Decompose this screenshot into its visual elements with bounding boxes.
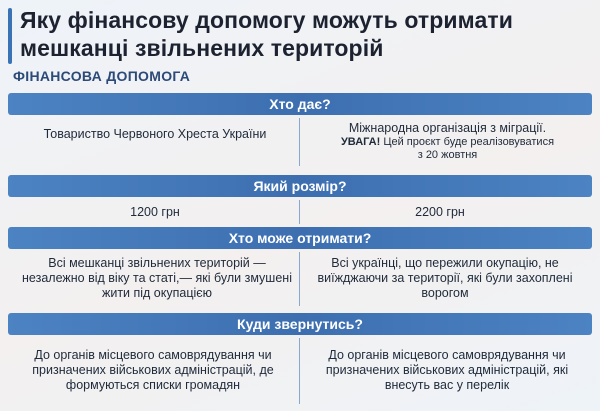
where-to-apply-left: До органів місцевого самоврядування чи призначених військових адміністрацій, де формуються списки громадян	[32, 348, 274, 392]
section-heading-where-to-apply: Куди звернутись?	[8, 313, 592, 335]
section-heading-who-gives: Хто дає?	[8, 93, 592, 115]
eligibility-left: Всі мешканці звільнених територій — незалежно від віку та статі,— які були змушені жити під окупацією	[22, 256, 292, 300]
page-title: Яку фінансову допомогу можуть отримати мешканці звільнених територій	[20, 7, 513, 61]
attention-date: з 20 жовтня	[417, 149, 478, 161]
who-gives-right-note	[305, 136, 590, 149]
eligibility-right: Всі українці, що пережили окупацію, не виїжджаючи за території, які були захоплені ворогом	[317, 256, 573, 300]
amount-left: 1200 грн	[130, 205, 180, 219]
column-divider	[299, 252, 300, 306]
where-to-apply-right: До органів місцевого самоврядування чи призначених військових адміністрацій, які внесуть вас у перелік	[325, 348, 569, 392]
column-divider	[299, 200, 300, 224]
page-subtitle: ФІНАНСОВА ДОПОМОГА	[13, 68, 191, 84]
who-gives-right-title: Міжнародна організація з міграції.	[348, 121, 547, 135]
attention-label: УВАГА!	[340, 136, 381, 148]
column-divider	[299, 118, 300, 166]
section-heading-amount: Який розмір?	[8, 175, 592, 197]
who-gives-left: Товариство Червоного Хреста України	[43, 127, 267, 141]
column-divider	[299, 338, 300, 404]
section-heading-eligibility: Хто може отримати?	[8, 227, 592, 249]
title-accent-bar	[8, 8, 12, 64]
who-gives-right	[305, 121, 590, 162]
amount-right: 2200 грн	[415, 205, 465, 219]
attention-text: Цей проєкт буде реалізовуватися	[380, 136, 555, 148]
